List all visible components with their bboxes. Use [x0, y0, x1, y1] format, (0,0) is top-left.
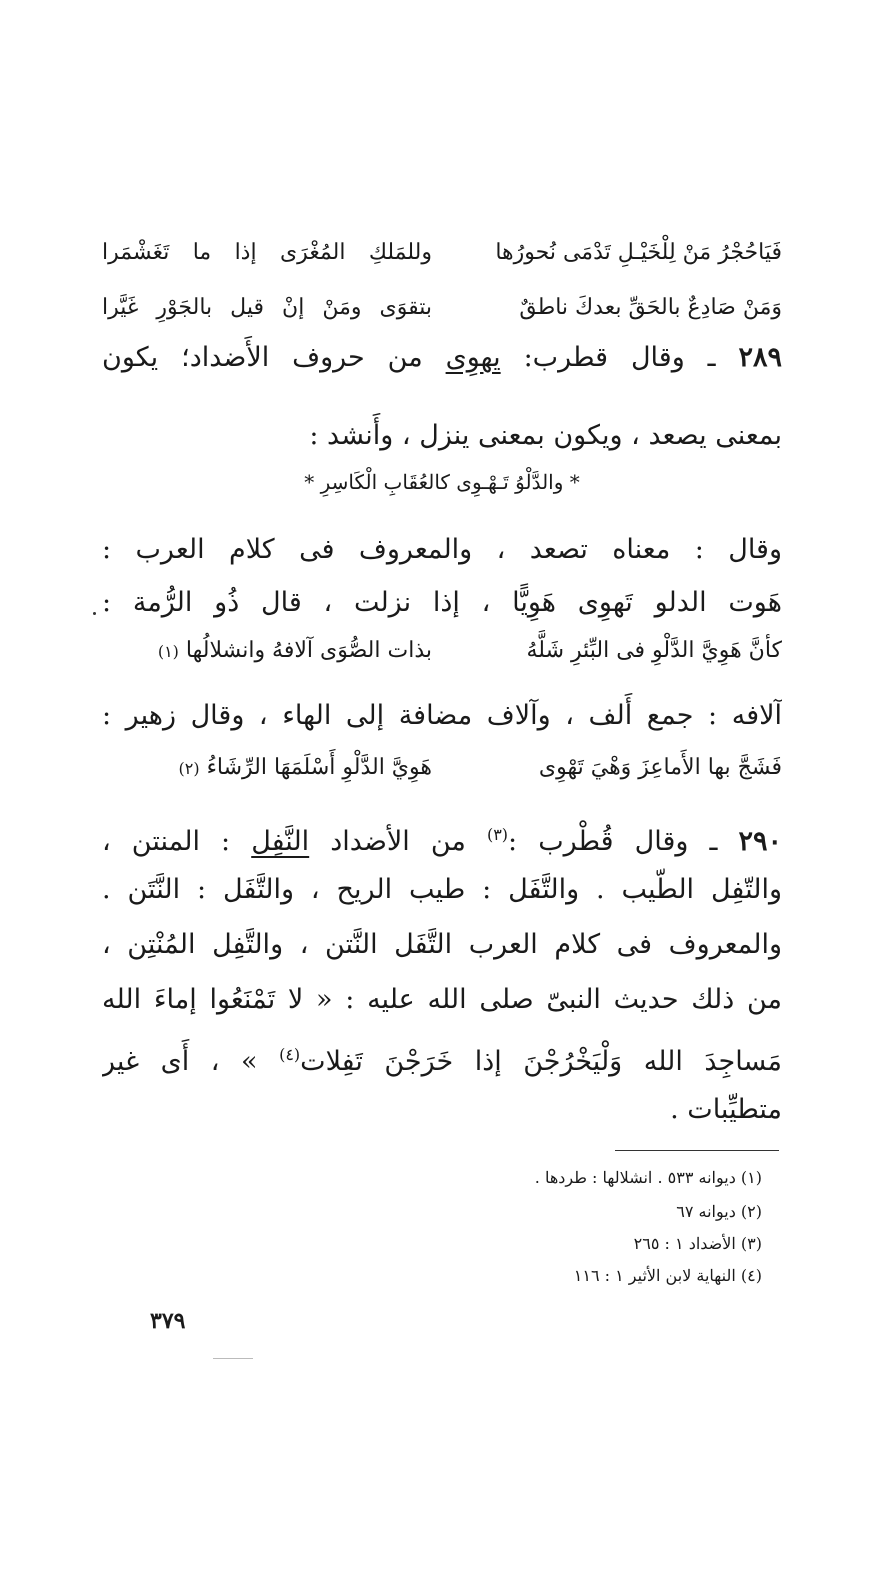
poetic-quote: * والدَّلْوُ تَـهْـوِى كالعُقَابِ الْكَاسِرِ *	[304, 470, 580, 494]
footnote: (٢) ديوانه ٦٧	[676, 1202, 762, 1221]
verse-first-hemistich: كأنَّ هَوِيَّ الدَّلْوِ فى البِّئرِ شَلَّهُ	[526, 638, 782, 663]
entry-text: ـ وقال قُطْرب :	[508, 826, 718, 857]
verse-second-hemistich-wrap	[102, 747, 432, 789]
entry-289-line-3: وقال : معناه تصعد ، والمعروف فى كلام العرب :	[102, 534, 782, 565]
entry-text: من الأضداد	[330, 826, 466, 857]
entry-289-line-5: آلافه : جمع أَلف ، وآلاف مضافة إلى الهاء ، وقال زهير :	[102, 700, 782, 731]
entry-290-line-6: متطيِّبات .	[670, 1094, 782, 1125]
verse-line	[102, 747, 782, 789]
verse-second-hemistich: هَوِيَّ الدَّلْوِ أَسْلَمَهَا الرِّشَاءُ	[206, 755, 432, 780]
entry-text: من حروف الأَضداد؛ يكون	[102, 342, 423, 373]
entry-keyword: يهوِى	[445, 342, 501, 373]
entry-290-line-3: والمعروف فى كلام العرب التَّفَل النَّتن ، والتَّفِل المُنْتِن ،	[102, 929, 782, 960]
verse-second-hemistich: بذات الصُّوَى آلافهُ وانشلالُها	[185, 638, 432, 663]
entry-289-line-2: بمعنى يصعد ، ويكون بمعنى ينزل ، وأَنشد :	[309, 420, 782, 451]
verse-second-hemistich: بتقوَى ومَنْ إنْ قيل بالجَوْرِ غَيَّرا	[102, 295, 432, 320]
page-number: ٣٧٩	[150, 1308, 186, 1334]
entry-290-line-1	[102, 812, 782, 865]
entry-number: ٢٩٠	[738, 826, 782, 857]
stray-mark	[213, 1358, 253, 1359]
entry-number: ٢٨٩	[738, 342, 782, 373]
entry-290-line-2: والتّفِل الطّيب . والتَّفَل : طيب الريح ، والتَّفَل : النَّتَن .	[102, 874, 782, 905]
verse-line	[102, 630, 782, 672]
footnote-divider	[615, 1150, 779, 1151]
footnote: (٣) الأضداد ١ : ٢٦٥	[633, 1234, 762, 1253]
footnote-ref: (٢)	[178, 759, 200, 778]
verse-line	[102, 232, 782, 274]
entry-290-line-4: من ذلك حديث النبىّ صلى الله عليه : « لا تَمْنَعُوا إماءَ الله	[102, 984, 782, 1015]
entry-text: : المنتن ،	[102, 826, 231, 857]
verse-first-hemistich: وَمَنْ صَادِعٌ بالحَقِّ بعدكَ ناطقٌ	[519, 295, 782, 320]
footnote-ref: (١)	[157, 642, 179, 661]
verse-second-hemistich-wrap	[102, 630, 432, 672]
entry-text: مَساجِدَ الله وَلْيَخْرُجْنَ إذا خَرَجْنَ تَفِلات	[300, 1046, 782, 1077]
footnote-ref: (٤)	[279, 1045, 301, 1064]
footnote-ref: (٣)	[486, 825, 509, 844]
entry-289-line-4: هَوت الدلو تَهوِى هَوِيًّا ، إذا نزلت ، قال ذُو الرُّمة :	[102, 587, 782, 618]
entry-text: ـ وقال قطرب:	[523, 342, 716, 373]
entry-keyword: النَّفِل	[251, 826, 310, 857]
verse-first-hemistich: فَيَاحُجْرُ مَنْ لِلْخَيْـلِ تَدْمَى نُحورُها	[495, 240, 782, 265]
verse-line	[102, 287, 782, 329]
verse-second-hemistich: وللمَلكِ المُغْرَى إذا ما تَغَشْمَرا	[102, 240, 432, 265]
entry-text: » ، أَى غير	[102, 1046, 258, 1077]
entry-290-line-5	[102, 1032, 782, 1085]
entry-289-line-1	[102, 335, 782, 381]
footnote: (١) ديوانه ٥٣٣ . انشلالها : طردها .	[534, 1168, 762, 1187]
footnote: (٤) النهاية لابن الأثير ١ : ١١٦	[573, 1266, 762, 1285]
verse-first-hemistich: فَشَجَّ بها الأَماعِزَ وَهْيَ تَهْوِى	[538, 755, 782, 780]
stray-mark	[93, 612, 96, 615]
